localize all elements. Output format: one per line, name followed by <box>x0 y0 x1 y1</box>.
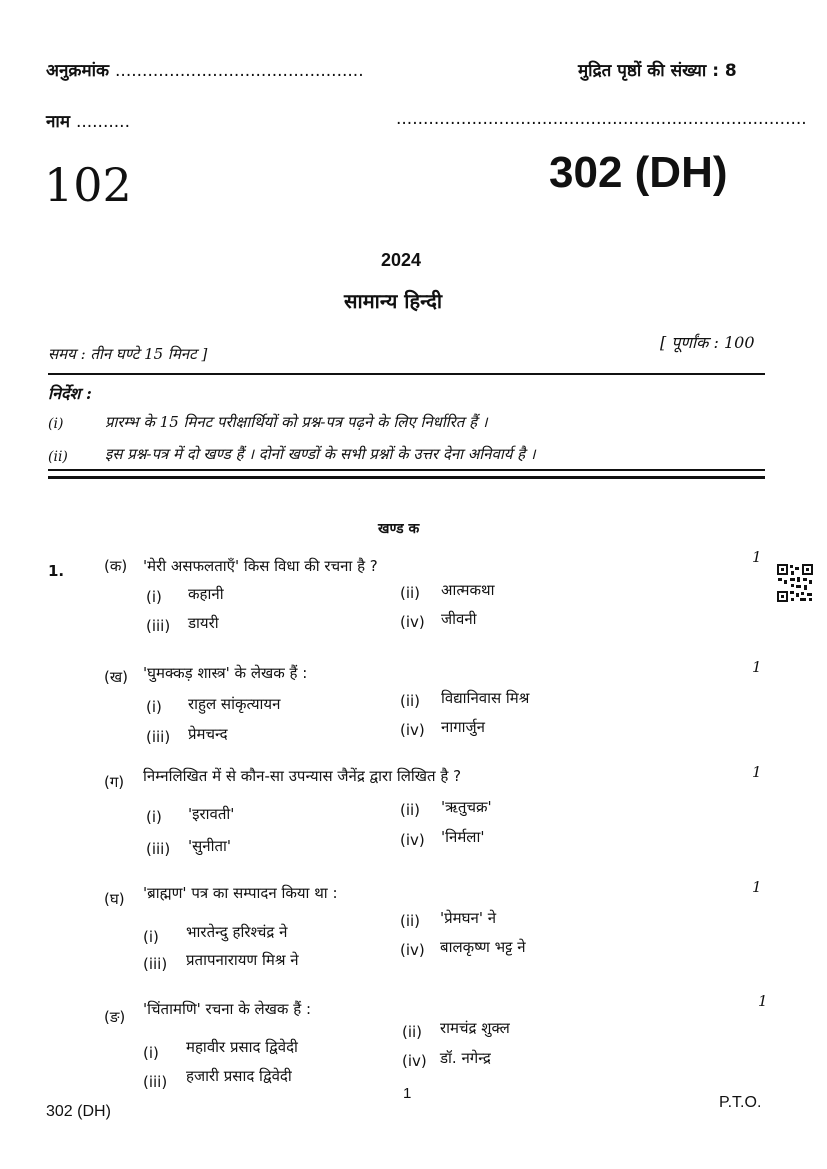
question-part-ga-marks: 1 <box>752 763 762 781</box>
option-nga-1-text: महावीर प्रसाद द्विवेदी <box>186 1038 298 1056</box>
question-part-kha-label: (ख) <box>104 668 128 686</box>
divider-top <box>48 373 765 375</box>
option-ga-4-text: 'निर्मला' <box>441 828 485 846</box>
question-part-ka-marks: 1 <box>752 548 762 566</box>
option-kha-3-text: प्रेमचन्द <box>188 725 228 743</box>
question-part-ka-label: (क) <box>104 557 128 575</box>
question-part-nga-label: (ङ) <box>104 1008 126 1026</box>
option-ka-4-text: जीवनी <box>441 610 477 628</box>
option-kha-4-num: (iv) <box>400 721 425 739</box>
option-gha-2-num: (ii) <box>400 912 421 930</box>
roll-number-label <box>46 58 364 81</box>
printed-pages-count: मुद्रित पृष्ठों की संख्या : 8 <box>578 61 737 81</box>
option-ga-2-num: (ii) <box>400 801 421 819</box>
roll-number-blank: .............................................. <box>115 61 364 81</box>
instruction-1-text: प्रारम्भ के 15 मिनट परीक्षार्थियों को प्रश्न-पत्र पढ़ने के लिए निर्धारित हैं । <box>105 413 488 431</box>
time-allowed: समय : तीन घण्टे 15 मिनट ] <box>48 345 208 363</box>
option-kha-4-text: नागार्जुन <box>441 718 485 736</box>
option-kha-2-text: विद्यानिवास मिश्र <box>441 689 530 707</box>
question-part-gha-marks: 1 <box>752 878 762 896</box>
question-part-ga-label: (ग) <box>104 773 125 791</box>
option-nga-2-num: (ii) <box>402 1023 423 1041</box>
question-part-gha-label: (घ) <box>104 890 125 908</box>
divider-mid-2 <box>48 476 765 479</box>
option-kha-3-num: (iii) <box>146 728 171 746</box>
instructions-heading: निर्देश : <box>48 384 92 403</box>
name-label-text: नाम <box>46 112 71 132</box>
option-ga-4-num: (iv) <box>400 831 425 849</box>
please-turn-over: P.T.O. <box>719 1094 762 1111</box>
paper-code-left: 102 <box>44 158 132 212</box>
option-ga-1-text: 'इरावती' <box>188 805 235 823</box>
page-number: 1 <box>403 1085 412 1102</box>
question-part-kha-marks: 1 <box>752 658 762 676</box>
question-part-nga-marks: 1 <box>758 992 768 1010</box>
option-gha-2-text: 'प्रेमघन' ने <box>440 909 497 927</box>
option-ka-3-num: (iii) <box>146 617 171 635</box>
option-ka-1-text: कहानी <box>188 585 224 603</box>
name-blank-left: .......... <box>75 112 130 132</box>
question-number: 1. <box>48 562 65 580</box>
option-gha-1-num: (i) <box>143 928 159 946</box>
instruction-2-text: इस प्रश्न-पत्र में दो खण्ड हैं । दोनों खण्डों के सभी प्रश्नों के उत्तर देना अनिवार्य है । <box>105 445 536 463</box>
option-nga-3-num: (iii) <box>143 1073 168 1091</box>
qr-code-icon <box>776 563 814 603</box>
footer-paper-code: 302 (DH) <box>46 1103 111 1120</box>
question-part-kha-text: 'घुमक्कड़ शास्त्र' के लेखक हैं : <box>143 664 308 682</box>
option-ga-3-text: 'सुनीता' <box>188 837 232 855</box>
option-gha-1-text: भारतेन्दु हरिश्चंद्र ने <box>186 923 288 941</box>
question-part-ka-text: 'मेरी असफलताएँ' किस विधा की रचना है ? <box>143 557 378 575</box>
option-nga-2-text: रामचंद्र शुक्ल <box>440 1019 510 1037</box>
instruction-2-number: (ii) <box>48 449 68 465</box>
option-gha-4-num: (iv) <box>400 941 425 959</box>
subject-title: सामान्य हिन्दी <box>344 289 443 313</box>
option-ka-1-num: (i) <box>146 588 162 606</box>
option-nga-1-num: (i) <box>143 1044 159 1062</box>
option-kha-1-num: (i) <box>146 698 162 716</box>
option-gha-3-text: प्रतापनारायण मिश्र ने <box>186 951 299 969</box>
option-ga-1-num: (i) <box>146 808 162 826</box>
question-part-gha-text: 'ब्राह्मण' पत्र का सम्पादन किया था : <box>143 884 338 902</box>
question-part-ga-text: निम्नलिखित में से कौन-सा उपन्यास जैनेंद्र द्वारा लिखित है ? <box>143 767 462 785</box>
option-gha-4-text: बालकृष्ण भट्ट ने <box>440 938 526 956</box>
option-gha-3-num: (iii) <box>143 955 168 973</box>
divider-mid-1 <box>48 469 765 471</box>
option-nga-4-num: (iv) <box>402 1052 427 1070</box>
option-ga-3-num: (iii) <box>146 840 171 858</box>
option-kha-1-text: राहुल सांकृत्यायन <box>188 695 281 713</box>
option-ga-2-text: 'ऋतुचक्र' <box>441 798 492 816</box>
paper-code-right: 302 (DH) <box>549 148 728 197</box>
option-nga-4-text: डॉ. नगेन्द्र <box>440 1049 491 1067</box>
option-ka-3-text: डायरी <box>188 614 219 632</box>
roll-label-text: अनुक्रमांक <box>46 61 110 81</box>
name-label <box>46 109 130 132</box>
option-ka-2-text: आत्मकथा <box>441 581 495 599</box>
option-ka-4-num: (iv) <box>400 613 425 631</box>
max-marks: [ पूर्णांक : 100 <box>660 333 755 352</box>
option-ka-2-num: (ii) <box>400 584 421 602</box>
question-part-nga-text: 'चिंतामणि' रचना के लेखक हैं : <box>143 1000 312 1018</box>
option-kha-2-num: (ii) <box>400 692 421 710</box>
option-nga-3-text: हजारी प्रसाद द्विवेदी <box>186 1067 292 1085</box>
section-title: खण्ड क <box>378 521 420 537</box>
instruction-1-number: (i) <box>48 416 64 432</box>
exam-year: 2024 <box>381 250 422 270</box>
name-blank-right: ............................................................................ <box>396 109 807 129</box>
